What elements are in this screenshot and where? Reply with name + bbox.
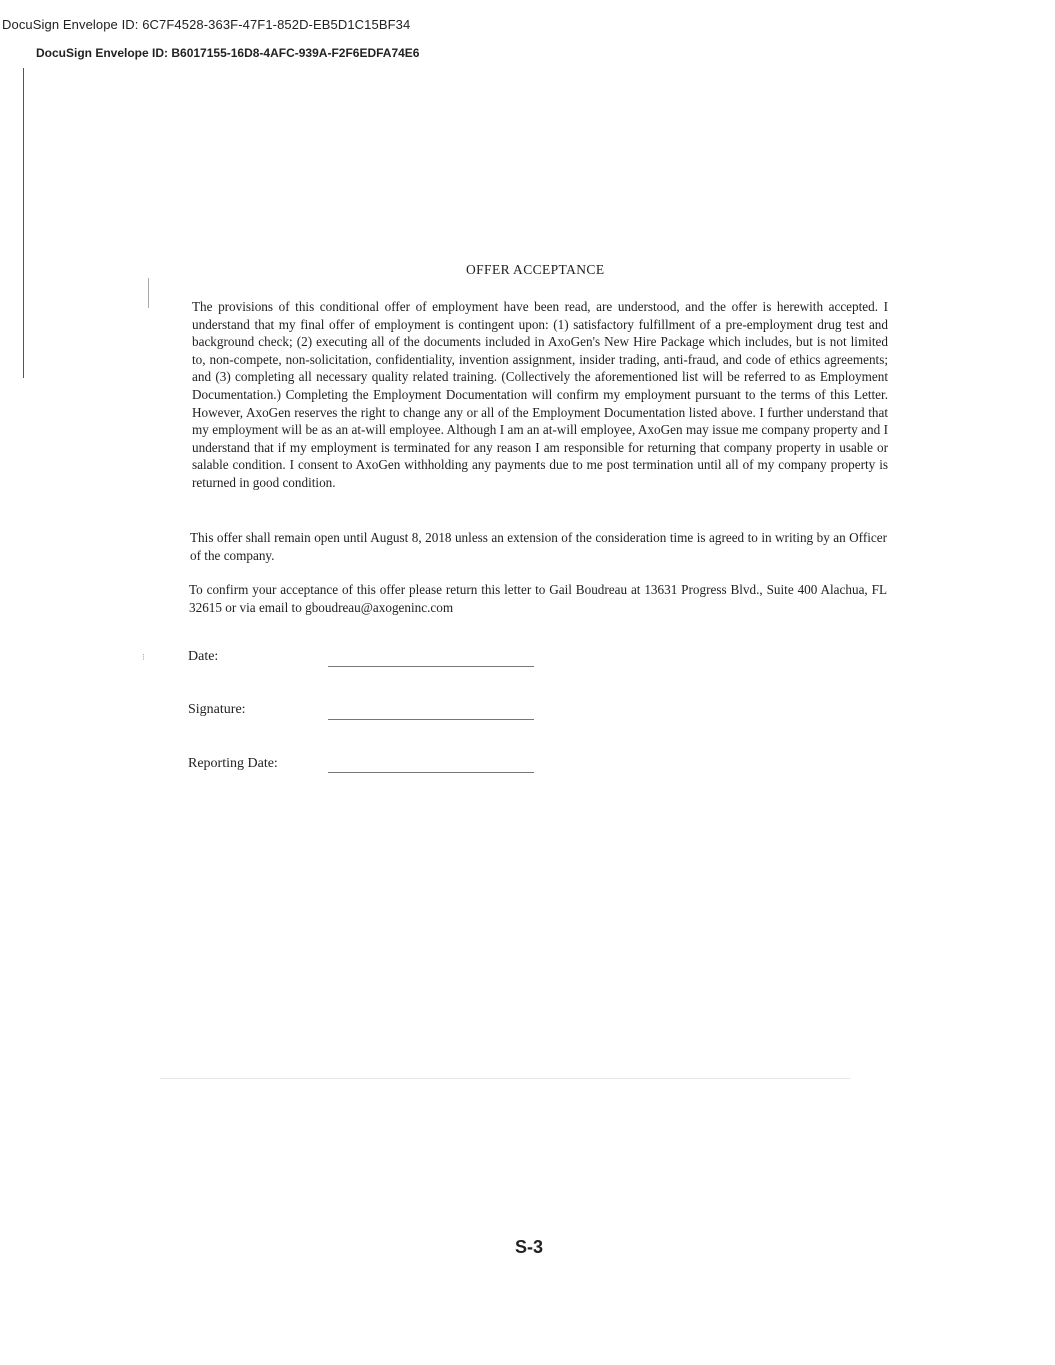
reporting-date-label: Reporting Date: — [188, 756, 278, 771]
date-label: Date: — [188, 649, 219, 664]
signature-label: Signature: — [188, 702, 246, 717]
envelope-id-label: DocuSign Envelope ID: — [36, 46, 169, 60]
scan-edge-line — [23, 68, 24, 378]
acceptance-paragraph: The provisions of this conditional offer of employment have been read, are understood, and the offer is herewith accepted. I understand that my final offer of employment is contingent upon: (1) satisfactory fulfillment of a pre-employment drug test and background check; (2) executing all of the documents included in AxoGen's New Hire Package which includes, but is not limited to, non-compete, non-solicitation, confidentiality, invention assignment, insider trading, anti-fraud, and code of ethics agreements; and (3) completing all necessary quality related training. (Collectively the aforementioned list will be referred to as Employment Documentation.) Completing the Employment Documentation will confirm my employment pursuant to the terms of this Letter. However, AxoGen reserves the right to change any or all of the Employment Documentation listed above. I further understand that my employment will be as an at-will employee. Although I am an at-will employee, AxoGen may issue me company property and I understand that if my employment is terminated for any reason I am responsible for returning that company property in usable or salable condition. I consent to AxoGen withholding any payments due to me post termination until all of my company property is returned in good condition. — [192, 299, 888, 490]
reporting-date-line[interactable] — [328, 772, 534, 773]
docusign-envelope-id-primary: DocuSign Envelope ID: 6C7F4528-363F-47F1-852D-EB5D1C15BF34 — [2, 17, 411, 32]
page-number: S-3 — [515, 1237, 544, 1257]
offer-validity-paragraph: This offer shall remain open until August 8, 2018 unless an extension of the consideration time is agreed to in writing by an Officer of the company. — [190, 530, 887, 563]
signature-line[interactable] — [328, 719, 534, 720]
scan-edge-mark — [148, 278, 149, 308]
scan-artifact-line — [160, 1078, 850, 1079]
page-title: OFFER ACCEPTANCE — [466, 262, 605, 277]
docusign-envelope-id-secondary — [36, 46, 419, 60]
margin-mark: ⁝ — [142, 652, 145, 662]
date-line[interactable] — [328, 666, 534, 667]
envelope-id-value: B6017155-16D8-4AFC-939A-F2F6EDFA74E6 — [171, 46, 420, 60]
return-instructions-paragraph: To confirm your acceptance of this offer please return this letter to Gail Boudreau at 13631 Progress Blvd., Suite 400 Alachua, FL 32615 or via email to gboudreau@axogeninc.com — [189, 582, 887, 615]
